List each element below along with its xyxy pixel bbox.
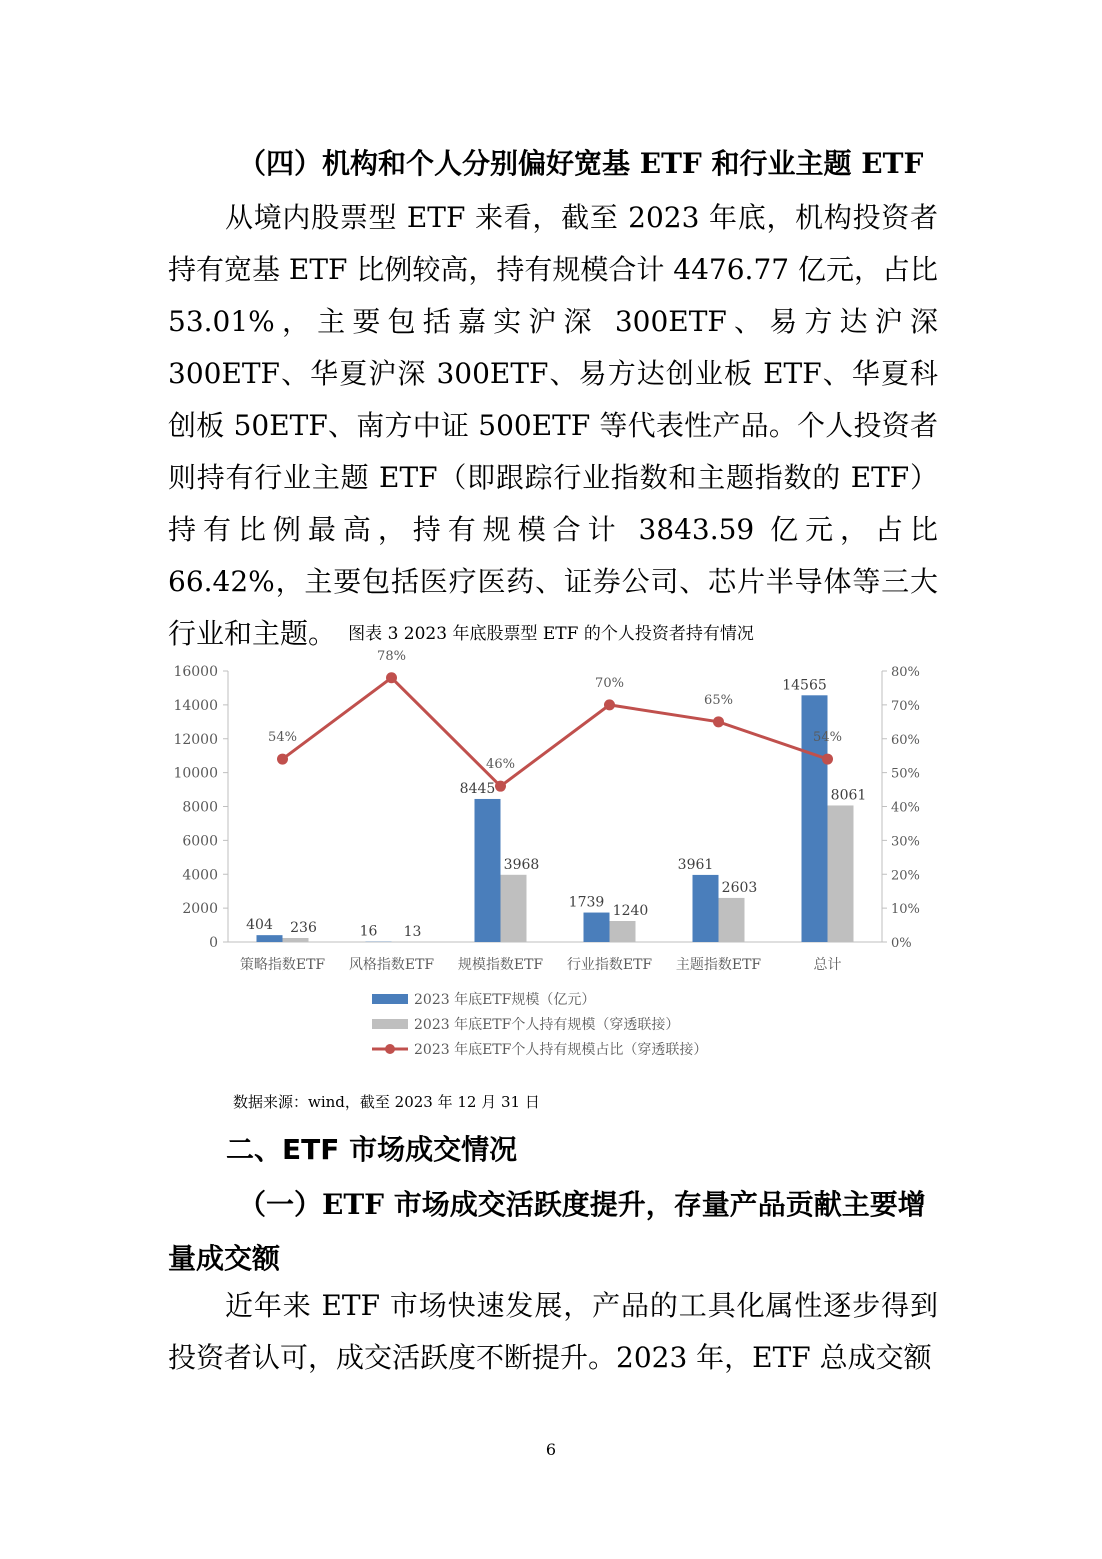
legend-label: 2023 年底ETF个人持有规模（穿透联接） xyxy=(414,1017,680,1033)
bar-data-label: 3968 xyxy=(503,856,540,873)
subsection-heading-1: （一）ETF 市场成交活跃度提升，存量产品贡献主要增量成交额 xyxy=(168,1188,926,1275)
bar-data-label: 8445 xyxy=(459,780,496,797)
bar-individual-holding xyxy=(283,938,309,942)
legend-label: 2023 年底ETF规模（亿元） xyxy=(414,992,596,1008)
bar-etf-size xyxy=(693,875,719,942)
right-tick-label: 50% xyxy=(891,766,920,782)
figure-title: 图表 3 2023 年底股票型 ETF 的个人投资者持有情况 xyxy=(348,624,754,644)
body-paragraph-2: 近年来 ETF 市场快速发展，产品的工具化属性逐步得到投资者认可，成交活跃度不断提升。2023 年，ETF 总成交额 xyxy=(168,1289,938,1374)
category-label: 总计 xyxy=(813,957,842,973)
share-point xyxy=(386,672,397,683)
share-data-label: 54% xyxy=(268,730,297,746)
share-point xyxy=(495,781,506,792)
category-label: 策略指数ETF xyxy=(239,957,326,973)
bar-data-label: 8061 xyxy=(830,787,867,804)
share-line xyxy=(283,675,828,786)
right-tick-label: 10% xyxy=(891,902,920,918)
left-tick-label: 14000 xyxy=(173,697,218,714)
left-tick-label: 12000 xyxy=(173,731,218,748)
category-label: 行业指数ETF xyxy=(566,957,653,973)
bar-data-label: 14565 xyxy=(782,677,827,694)
share-data-label: 54% xyxy=(813,730,842,746)
right-tick-label: 70% xyxy=(891,698,920,714)
bar-data-label: 2603 xyxy=(721,879,758,896)
category-label: 主题指数ETF xyxy=(675,957,762,973)
category-label: 风格指数ETF xyxy=(348,957,435,973)
section-heading: 二、ETF 市场成交情况 xyxy=(226,1133,518,1166)
bar-etf-size xyxy=(584,913,610,942)
share-data-label: 65% xyxy=(704,692,733,708)
bar-data-label: 1739 xyxy=(568,894,605,911)
subsection-heading: （四）机构和个人分别偏好宽基 ETF 和行业主题 ETF xyxy=(238,147,924,180)
share-data-label: 70% xyxy=(595,675,624,691)
share-data-label: 78% xyxy=(377,650,406,664)
bar-etf-size xyxy=(475,799,501,942)
share-point xyxy=(604,699,615,710)
bar-individual-holding xyxy=(828,805,854,942)
legend-label: 2023 年底ETF个人持有规模占比（穿透联接） xyxy=(414,1042,708,1058)
bar-individual-holding xyxy=(610,921,636,942)
left-tick-label: 2000 xyxy=(182,901,218,918)
legend-swatch xyxy=(372,994,408,1004)
legend-marker xyxy=(385,1044,395,1054)
share-point xyxy=(713,716,724,727)
left-tick-label: 6000 xyxy=(182,833,218,850)
left-tick-label: 8000 xyxy=(182,799,218,816)
bar-data-label: 3961 xyxy=(677,856,714,873)
right-tick-label: 30% xyxy=(891,834,920,850)
share-data-label: 46% xyxy=(486,757,515,773)
bar-data-label: 1240 xyxy=(612,902,649,919)
legend-swatch xyxy=(372,1019,408,1029)
right-tick-label: 40% xyxy=(891,800,920,816)
right-tick-label: 60% xyxy=(891,732,920,748)
left-tick-label: 4000 xyxy=(182,867,218,884)
bar-etf-size xyxy=(257,935,283,942)
left-tick-label: 10000 xyxy=(173,765,218,782)
bar-data-label: 13 xyxy=(403,923,422,940)
source-note: 数据来源：wind，截至 2023 年 12 月 31 日 xyxy=(233,1093,540,1111)
page-number: 6 xyxy=(545,1440,557,1459)
share-point xyxy=(277,754,288,765)
body-paragraph-1: 从境内股票型 ETF 来看，截至 2023 年底，机构投资者持有宽基 ETF 比例较高，持有规模合计 4476.77 亿元，占比 53.01%，主要包括嘉实沪深 300ETF、易方达沪深 300ETF、华夏沪深 300ETF、易方达创业板 ETF、华夏科创板 50ETF、南方中证 500ETF 等代表性产品。个人投资者则持有行业主题 ETF（即跟踪行业指数和主题指数的 ETF）持有比例最高，持有规模合计 3843.59 亿元，占比 66.42%，主要包括医疗医药、证券公司、芯片半导体等三大行业和主题。 xyxy=(168,201,938,650)
bar-data-label: 404 xyxy=(246,917,273,934)
bar-data-label: 236 xyxy=(290,920,317,937)
category-label: 规模指数ETF xyxy=(457,957,544,973)
bar-individual-holding xyxy=(719,898,745,942)
left-tick-label: 0 xyxy=(209,935,218,951)
etf-holdings-chart xyxy=(170,650,930,1070)
bar-individual-holding xyxy=(501,875,527,942)
right-tick-label: 0% xyxy=(891,936,912,951)
share-point xyxy=(822,754,833,765)
right-tick-label: 80% xyxy=(891,665,920,680)
right-tick-label: 20% xyxy=(891,868,920,884)
bar-data-label: 16 xyxy=(359,923,378,940)
left-tick-label: 16000 xyxy=(173,664,218,680)
